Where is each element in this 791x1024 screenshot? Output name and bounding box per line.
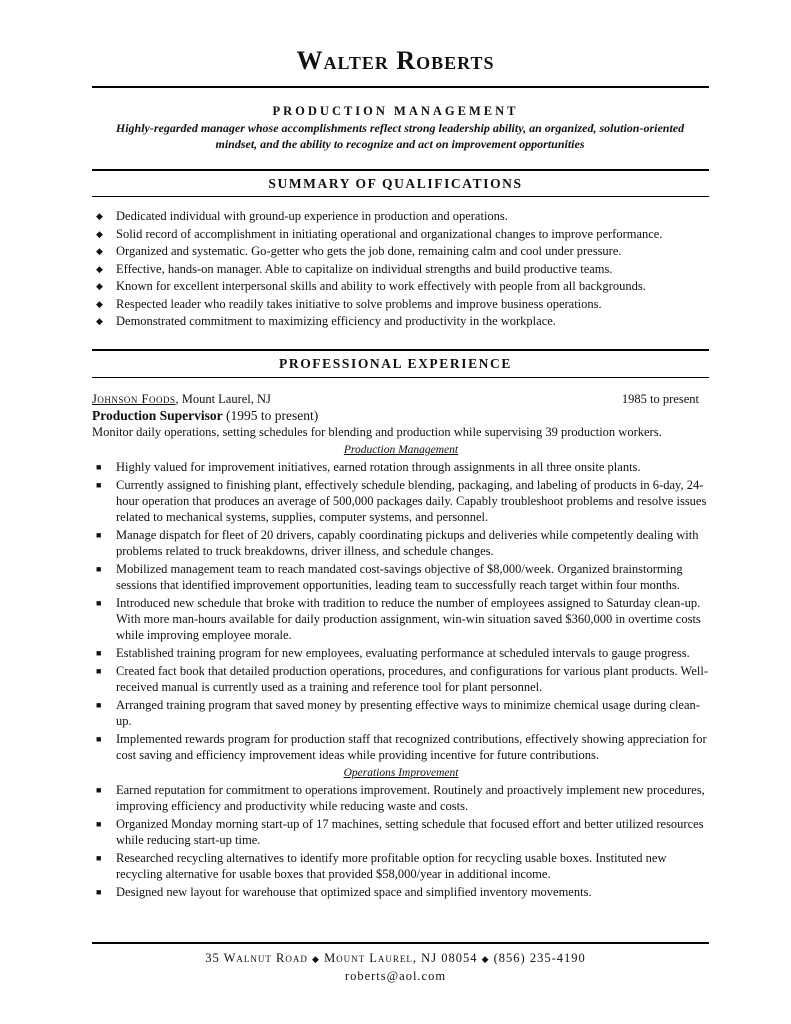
list-item: ◆ Known for excellent interpersonal skills and ability to work effectively with people from all backgrounds. (96, 278, 710, 296)
city-state-zip: Mount Laurel, NJ 08054 (324, 951, 478, 965)
square-bullet-icon: ■ (96, 734, 102, 744)
divider-rule (92, 377, 709, 378)
list-item: ■ Earned reputation for commitment to operations improvement. Routinely and proactively implement new procedures, improving efficiency and productivity while reducing waste and costs. (96, 783, 705, 813)
summary-title: SUMMARY OF QUALIFICATIONS (268, 176, 523, 191)
employment-dates: 1985 to present (621, 392, 699, 406)
contact-footer (0, 950, 791, 985)
square-bullet-icon: ■ (96, 462, 102, 472)
headline-title: PRODUCTION MANAGEMENT (272, 104, 519, 118)
square-bullet-icon: ■ (96, 564, 102, 574)
list-item: ■ Established training program for new employees, evaluating performance at scheduled intervals to gauge progress. (96, 646, 690, 660)
job-description: Monitor daily operations, setting schedules for blending and production while supervising 39 production workers. (92, 425, 662, 439)
company-name: Johnson Foods (92, 392, 176, 406)
list-item: ■ Manage dispatch for fleet of 20 drivers, capably coordinating pickups and deliveries while competently dealing with problems related to truck breakdowns, driver illness, and schedule changes. (96, 528, 699, 558)
operations-improvement-list (96, 782, 710, 900)
experience-title: PROFESSIONAL EXPERIENCE (279, 356, 512, 371)
square-bullet-icon: ■ (96, 887, 102, 897)
square-bullet-icon: ■ (96, 598, 102, 608)
square-bullet-icon: ■ (96, 666, 102, 676)
list-item: ◆ Effective, hands-on manager. Able to capitalize on individual strengths and build productive teams. (96, 261, 710, 279)
list-item: ◆ Solid record of accomplishment in initiating operational and organizational changes to improve performance. (96, 226, 710, 244)
candidate-name: Walter Roberts (296, 46, 495, 75)
list-item: ■ Designed new layout for warehouse that optimized space and simplified inventory movements. (96, 885, 592, 899)
square-bullet-icon: ■ (96, 819, 102, 829)
divider-rule (92, 196, 709, 197)
job-line (92, 407, 710, 424)
square-bullet-icon: ■ (96, 853, 102, 863)
list-item: ■ Organized Monday morning start-up of 17 machines, setting schedule that focused effort and better utilized resources while reducing start-up time. (96, 817, 704, 847)
diamond-bullet-icon: ◆ (96, 316, 103, 326)
list-item: ■ Highly valued for improvement initiatives, earned rotation through assignments in all three onsite plants. (96, 460, 641, 474)
job-years: (1995 to present) (222, 408, 319, 423)
divider-rule (92, 349, 709, 351)
diamond-bullet-icon: ◆ (96, 246, 103, 256)
list-item: ■ Mobilized management team to reach mandated cost-savings objective of $8,000/week. Organized brainstorming sessions that identified improvement opportunities, leading team to successfully reach target within four months. (96, 562, 683, 592)
phone-number: (856) 235-4190 (493, 951, 586, 965)
list-item: ■ Introduced new schedule that broke with tradition to reduce the number of employees assigned to Saturday clean-up. With more man-hours available for daily production assignment, win-win situation saved $360,000 in overtime costs while improving employee morale. (96, 596, 701, 642)
company-location: , Mount Laurel, NJ (175, 392, 271, 406)
employer-line (92, 391, 710, 407)
square-bullet-icon: ■ (96, 648, 102, 658)
job-title: Production Supervisor (92, 408, 223, 423)
square-bullet-icon: ■ (96, 700, 102, 710)
divider-rule (92, 169, 709, 171)
experience-section (92, 391, 710, 902)
square-bullet-icon: ■ (96, 785, 102, 795)
divider-rule (92, 86, 709, 88)
diamond-bullet-icon: ◆ (96, 298, 103, 309)
diamond-bullet-icon: ◆ (96, 211, 103, 221)
list-item: ◆ Dedicated individual with ground-up experience in production and operations. (96, 208, 710, 226)
divider-rule (92, 942, 709, 944)
production-management-list (96, 459, 710, 763)
diamond-bullet-icon: ◆ (96, 228, 103, 239)
subsection-heading: Operations Improvement (343, 767, 459, 779)
list-item: ■ Researched recycling alternatives to identify more profitable option for recycling usable boxes. Instituted new recycling alternative for usable boxes that provided $58,000/year in additional income. (96, 851, 667, 881)
square-bullet-icon: ■ (96, 530, 102, 540)
qualifications-list (96, 208, 710, 331)
diamond-separator-icon: ◆ (312, 954, 320, 964)
street-address: 35 Walnut Road (205, 951, 308, 965)
subsection-heading: Production Management (343, 444, 459, 456)
square-bullet-icon: ■ (96, 480, 102, 490)
list-item: ■ Created fact book that detailed production operations, procedures, and configurations for various plant products. Well-received manual is currently used as a training and reference tool for plant personnel. (96, 664, 708, 694)
list-item: ◆ Demonstrated commitment to maximizing efficiency and productivity in the workplace. (96, 313, 710, 331)
list-item: ■ Arranged training program that saved money by presenting effective ways to minimize chemical usage during clean-up. (96, 698, 700, 728)
list-item: ◆ Organized and systematic. Go-getter who gets the job done, remaining calm and cool under pressure. (96, 243, 710, 261)
diamond-separator-icon: ◆ (481, 954, 490, 964)
list-item: ■ Implemented rewards program for production staff that recognized contributions, effectively showing appreciation for cost saving and efficiency improvement ideas while providing incentive for future contributions. (96, 732, 707, 762)
email-address[interactable]: roberts@aol.com (344, 969, 447, 983)
diamond-bullet-icon: ◆ (96, 263, 103, 274)
list-item: ◆ Respected leader who readily takes initiative to solve problems and improve business operations. (96, 296, 710, 314)
contact-line (0, 950, 791, 968)
headline-tagline: Highly-regarded manager whose accomplishments reflect strong leadership ability, an organized, solution-oriented mindset, and the ability to recognize and act on improvement opportunities (115, 121, 685, 151)
list-item: ■ Currently assigned to finishing plant, effectively schedule blending, packaging, and labeling of products in 6-day, 24-hour operation that produces an average of 500,000 packages daily. Capably troubleshoot problems and resolve issues related to mechanical systems, supplies, computer systems, and personnel. (96, 478, 707, 524)
diamond-bullet-icon: ◆ (96, 281, 103, 291)
